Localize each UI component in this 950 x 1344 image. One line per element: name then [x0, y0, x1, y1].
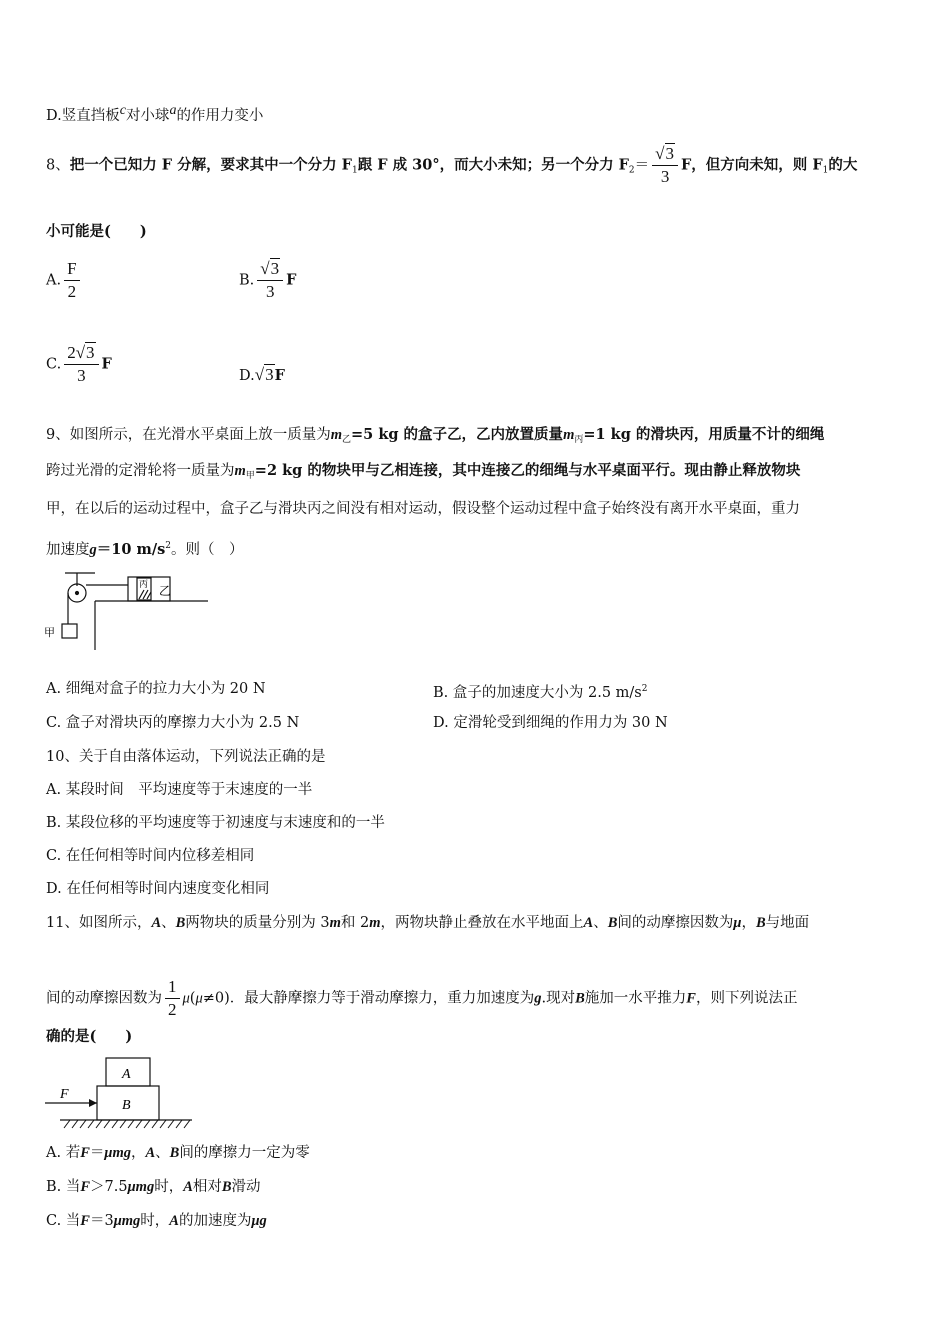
q8-option-b[interactable]: B. $\frac{√3}{3}$ F [239, 259, 297, 301]
q10-option-b[interactable]: B. 某段位移的平均速度等于初速度与末速度和的一半 [46, 815, 385, 831]
label-bing: 丙 [139, 579, 149, 589]
q9-option-a[interactable]: A. 细绳对盒子的拉力大小为 20 N [46, 681, 266, 697]
q9-option-c[interactable]: C. 盒子对滑块丙的摩擦力大小为 2.5 N [46, 715, 300, 731]
q9-stem-line3: 甲，在以后的运动过程中，盒子乙与滑块丙之间没有相对运动，假设整个运动过程中盒子始终没有离开水平桌面，重力 [46, 501, 800, 517]
q8-option-c[interactable]: C. $\frac{2√3}{3}$ F [46, 343, 112, 385]
label-yi: 乙 [159, 584, 172, 598]
q10-stem: 10、关于自由落体运动，下列说法正确的是 [46, 749, 326, 765]
q11-option-a[interactable]: A. 若F＝μmg，A、B间的摩擦力一定为零 [46, 1145, 310, 1161]
q9-stem-line1: 9、如图所示，在光滑水平桌面上放一质量为$m_乙=5$ kg 的盒子乙，乙内放置质量$m_丙=1$ kg 的滑块丙，用质量不计的细绳 [46, 426, 825, 445]
q8-fraction: $\frac{√3}{3}$ [652, 143, 678, 188]
q11-option-c[interactable]: C. 当F＝3μmg时，A的加速度为μg [46, 1213, 267, 1229]
q9-option-b[interactable]: B. 盒子的加速度大小为 2.5 $m/s^2$ [433, 684, 648, 701]
q11-stem-line3: 确的是( ) [46, 1028, 133, 1045]
q10-option-a[interactable]: A. 某段时间 平均速度等于末速度的一半 [46, 782, 313, 798]
q11-fraction-half: $\frac{1}{2}$ [165, 976, 180, 1021]
q11-blocks-figure [40, 1053, 200, 1133]
q8-option-a[interactable]: A. $\frac{F}{2}$ [46, 258, 83, 303]
q11-option-b[interactable]: B. 当F＞7.5μmg时，A相对B滑动 [46, 1179, 261, 1195]
q10-option-d[interactable]: D. 在任何相等时间内速度变化相同 [46, 881, 270, 897]
label-a: A [122, 1067, 131, 1082]
q11-stem-line1: 11、如图所示，A、B两物块的质量分别为 3m和 2m，两物块静止叠放在水平地面上A、B间的动摩擦因数为μ，B与地面 [46, 915, 810, 931]
label-f: F [60, 1087, 69, 1102]
block-jia [62, 624, 77, 638]
q9-pulley-figure [40, 570, 215, 655]
q10-option-c[interactable]: C. 在任何相等时间内位移差相同 [46, 848, 255, 864]
q7-option-d: D.竖直挡板$^c$对小球$^a$的作用力变小 [46, 103, 264, 124]
label-jia: 甲 [44, 627, 55, 639]
q8-option-d[interactable]: D.√3F [239, 365, 285, 384]
q8-stem-line1: 8、把一个已知力 F 分解，要求其中一个分力 $F_1$跟 F 成 30°，而大小未知；另一个分力 $F_2=$ $\frac{√3}{3}$ F，但方向未知，则 $F_1$的大 [46, 144, 858, 186]
q8-stem-line2: 小可能是( ) [46, 223, 147, 240]
q9-option-d[interactable]: D. 定滑轮受到细绳的作用力为 30 N [433, 715, 668, 731]
q11-stem-line2: 间的动摩擦因数为 $\frac{1}{2}$ μ(μ≠0)．最大静摩擦力等于滑动摩擦力，重力加速度为g.现对B施加一水平推力F，则下列说法正 [46, 977, 798, 1019]
q9-stem-line4: 加速度g＝10 $m/s^2$。则（ ） [46, 541, 244, 558]
label-b: B [122, 1098, 131, 1113]
q9-stem-line2: 跨过光滑的定滑轮将一质量为$m_甲=2$ kg 的物块甲与乙相连接，其中连接乙的细绳与水平桌面平行。现由静止释放物块 [46, 462, 801, 481]
